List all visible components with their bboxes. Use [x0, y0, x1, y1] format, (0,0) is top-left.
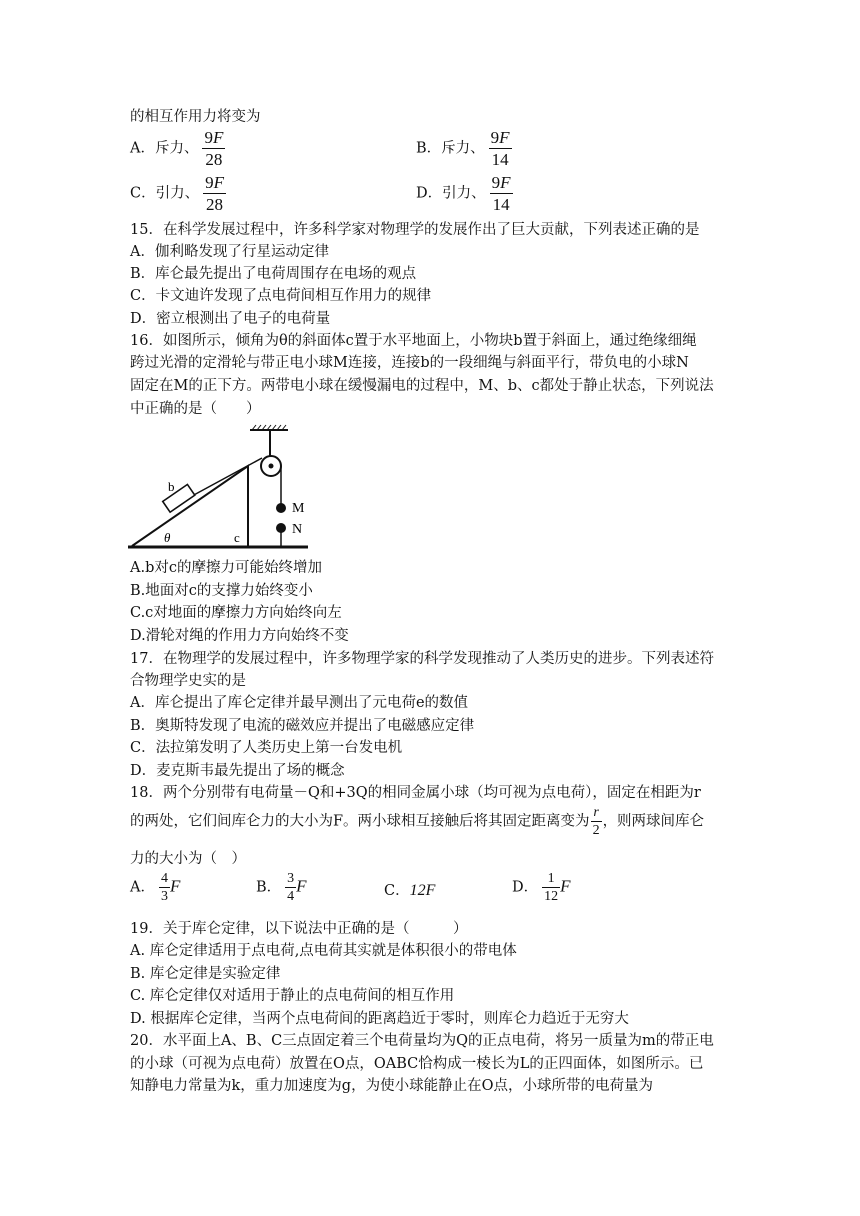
ball-m [276, 503, 286, 513]
label-m: M [292, 501, 305, 516]
ball-n [276, 523, 286, 533]
fraction: $\frac{9F}{28}$ [205, 173, 224, 214]
q19-option-a: A. 库仑定律适用于点电荷,点电荷其实就是体积很小的带电体 [130, 943, 517, 959]
q20-stem-line-3: 知静电力常量为k，重力加速度为g，为使小球能静止在O点，小球所带的电荷量为 [130, 1078, 653, 1094]
q16-option-c: C.c对地面的摩擦力方向始终向左 [130, 605, 342, 621]
q16-stem-line-4: 中正确的是（ ） [130, 401, 261, 417]
q15-option-a: A．伽利略发现了行星运动定律 [130, 244, 329, 260]
q16-option-a: A.b对c的摩擦力可能始终增加 [130, 560, 322, 576]
q17-stem-line-2: 合物理学史实的是 [130, 673, 246, 689]
q15-option-d: D．密立根测出了电子的电荷量 [130, 311, 331, 327]
q18-option-d: D． $\frac{1}{12}$ F [512, 871, 571, 904]
q18-option-b: B． $\frac{3}{4}$ F [256, 871, 307, 904]
label-b: b [168, 479, 175, 494]
q17-option-a: A．库仑提出了库仑定律并最早测出了元电荷e的数值 [130, 695, 469, 711]
q14-option-b: B．斥力、 $\frac{9F}{14}$ [416, 128, 510, 169]
q18-stem-line-2: 的两处，它们间库仑力的大小为F。两小球相互接触后将其固定距离变为 $\frac{r}{2}$ ，则两球间库仑 [130, 805, 705, 838]
q18-option-a: A． $\frac{4}{3}$ F [130, 871, 181, 904]
fraction: $\frac{9F}{28}$ [204, 128, 224, 169]
q16-stem-line-2: 跨过光滑的定滑轮与带正电小球M连接，连接b的一段细绳与斜面平行，带负电的小球N [130, 355, 689, 371]
q19-option-c: C. 库仑定律仅对适用于静止的点电荷间的相互作用 [130, 988, 455, 1004]
fraction: $\frac{4}{3}$ [160, 871, 168, 904]
fraction: $\frac{1}{12}$ [544, 871, 559, 904]
fraction-r-over-2: $\frac{r}{2}$ [592, 805, 600, 838]
incline-pulley-figure [126, 424, 316, 552]
q17-option-c: C．法拉第发明了人类历史上第一台发电机 [130, 740, 403, 756]
q19-option-b: B. 库仑定律是实验定律 [130, 966, 281, 982]
q17-option-b: B．奥斯特发现了电流的磁效应并提出了电磁感应定律 [130, 718, 475, 734]
q15-stem: 15．在科学发展过程中，许多科学家对物理学的发展作出了巨大贡献，下列表述正确的是 [130, 222, 700, 238]
q14-option-a: A．斥力、 $\frac{9F}{28}$ [130, 128, 224, 169]
fraction: $\frac{9F}{14}$ [491, 173, 511, 214]
q20-stem-line-2: 的小球（可视为点电荷）放置在O点，OABC恰构成一棱长为L的正四面体，如图所示。已 [130, 1056, 704, 1072]
q20-stem-line-1: 20．水平面上A、B、C三点固定着三个电荷量均为Q的正点电荷，将另一质量为m的带正电 [130, 1033, 714, 1049]
q16-stem-line-1: 16．如图所示，倾角为θ的斜面体c置于水平地面上，小物块b置于斜面上，通过绝缘细绳 [130, 333, 697, 349]
q14-option-d: D．引力、 $\frac{9F}{14}$ [416, 173, 511, 214]
q16-option-d: D.滑轮对绳的作用力方向始终不变 [130, 628, 349, 644]
q17-stem-line-1: 17．在物理学的发展过程中，许多物理学家的科学发现推动了人类历史的进步。下列表述符 [130, 651, 714, 667]
q19-option-d: D. 根据库仑定律，当两个点电荷间的距离趋近于零时，则库仑力趋近于无穷大 [130, 1011, 629, 1027]
q16-stem-line-3: 固定在M的正下方。两带电小球在缓慢漏电的过程中，M、b、c都处于静止状态，下列说法 [130, 378, 714, 394]
q18-option-c: C．12F [384, 882, 436, 899]
q18-stem-line-3: 力的大小为（ ） [130, 851, 246, 867]
q14-option-c: C．引力、 $\frac{9F}{28}$ [130, 173, 224, 214]
fraction: $\frac{9F}{14}$ [490, 128, 510, 169]
q16-option-b: B.地面对c的支撑力始终变小 [130, 583, 313, 599]
label-n: N [292, 522, 303, 537]
label-theta: θ [164, 530, 171, 545]
q19-stem: 19．关于库仑定律，以下说法中正确的是（ ） [130, 921, 468, 937]
fraction: $\frac{3}{4}$ [287, 871, 295, 904]
q15-option-c: C．卡文迪许发现了点电荷间相互作用力的规律 [130, 288, 432, 304]
q14-stem-tail: 的相互作用力将变为 [130, 109, 261, 125]
label-c: c [234, 530, 240, 545]
q17-option-d: D．麦克斯韦最先提出了场的概念 [130, 763, 345, 779]
q18-stem-line-1: 18．两个分别带有电荷量－Q和+3Q的相同金属小球（均可视为点电荷），固定在相距为r [130, 785, 701, 801]
q15-option-b: B．库仑最先提出了电荷周围存在电场的观点 [130, 266, 417, 282]
